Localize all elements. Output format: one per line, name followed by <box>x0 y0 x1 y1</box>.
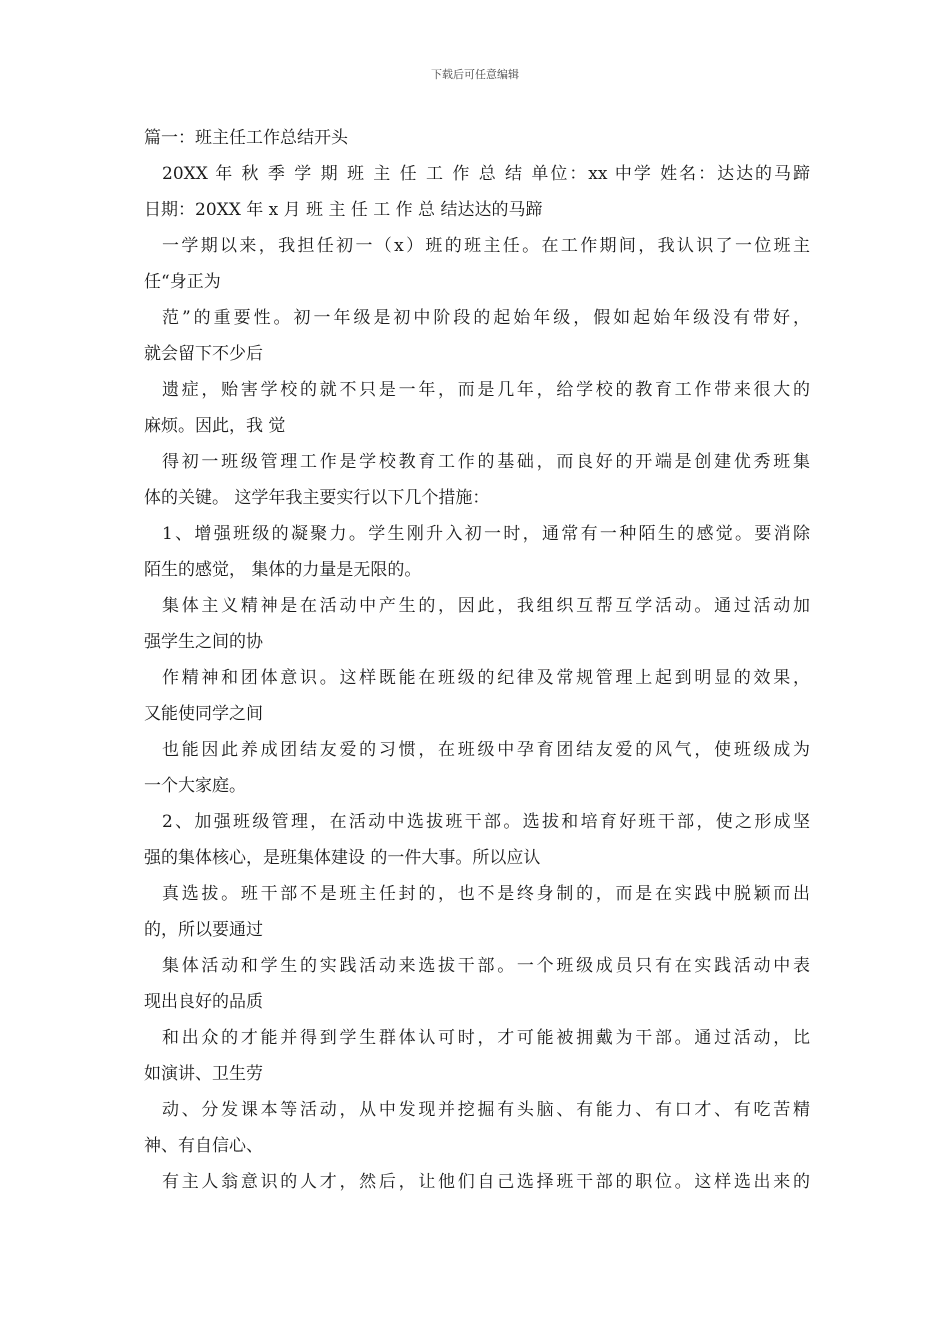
text-line: 一个大家庭。 <box>144 776 246 796</box>
text-line: 强学生之间的协 <box>144 632 263 652</box>
text-line: 麻烦。因此，我 觉 <box>144 416 286 436</box>
section-title: 篇一：班主任工作总结开头 <box>144 128 348 148</box>
text-line: 强的集体核心，是班集体建设 的一件大事。所以应认 <box>144 848 541 868</box>
text-line: 体的关键。 这学年我主要实行以下几个措施： <box>144 488 490 508</box>
text-line: 任“身正为 <box>144 272 221 292</box>
text-line: 20XX 年 秋 季 学 期 班 主 任 工 作 总 结 单位：xx 中学 姓名：达达的马蹄 <box>162 164 810 184</box>
text-line: 真选拔。班干部不是班主任封的，也不是终身制的，而是在实践中脱颖而出 <box>162 884 810 904</box>
text-line: 就会留下不少后 <box>144 344 263 364</box>
text-line: 动、分发课本等活动，从中发现并挖掘有头脑、有能力、有口才、有吃苦精 <box>162 1100 810 1120</box>
text-line: 现出良好的品质 <box>144 992 263 1012</box>
text-line: 范”的重要性。初一年级是初中阶段的起始年级，假如起始年级没有带好， <box>162 308 810 328</box>
text-line: 神、有自信心、 <box>144 1136 263 1156</box>
text-line: 有主人翁意识的人才，然后，让他们自己选择班干部的职位。这样选出来的 <box>162 1172 810 1192</box>
text-line: 1、增强班级的凝聚力。学生刚升入初一时，通常有一种陌生的感觉。要消除 <box>162 524 810 544</box>
text-line: 集体活动和学生的实践活动来选拔干部。一个班级成员只有在实践活动中表 <box>162 956 810 976</box>
document-body <box>144 120 810 1200</box>
text-line: 日期：20XX 年 x 月 班 主 任 工 作 总 结达达的马蹄 <box>144 200 543 220</box>
text-line: 作精神和团体意识。这样既能在班级的纪律及常规管理上起到明显的效果， <box>162 668 810 688</box>
text-line: 陌生的感觉， 集体的力量是无限的。 <box>144 560 422 580</box>
text-line: 得初一班级管理工作是学校教育工作的基础，而良好的开端是创建优秀班集 <box>162 452 810 472</box>
text-line: 遗症，贻害学校的就不只是一年，而是几年，给学校的教育工作带来很大的 <box>162 380 810 400</box>
text-line: 的，所以要通过 <box>144 920 263 940</box>
text-line: 如演讲、卫生劳 <box>144 1064 263 1084</box>
text-line: 也能因此养成团结友爱的习惯，在班级中孕育团结友爱的风气，使班级成为 <box>162 740 810 760</box>
text-line: 集体主义精神是在活动中产生的，因此，我组织互帮互学活动。通过活动加 <box>162 596 810 616</box>
text-line: 又能使同学之间 <box>144 704 263 724</box>
text-line: 2、加强班级管理，在活动中选拔班干部。选拔和培育好班干部，使之形成坚 <box>162 812 810 832</box>
text-line: 一学期以来，我担任初一（x）班的班主任。在工作期间，我认识了一位班主 <box>162 236 810 256</box>
page-header: 下载后可任意编辑 <box>431 68 519 81</box>
text-line: 和出众的才能并得到学生群体认可时，才可能被拥戴为干部。通过活动，比 <box>162 1028 810 1048</box>
